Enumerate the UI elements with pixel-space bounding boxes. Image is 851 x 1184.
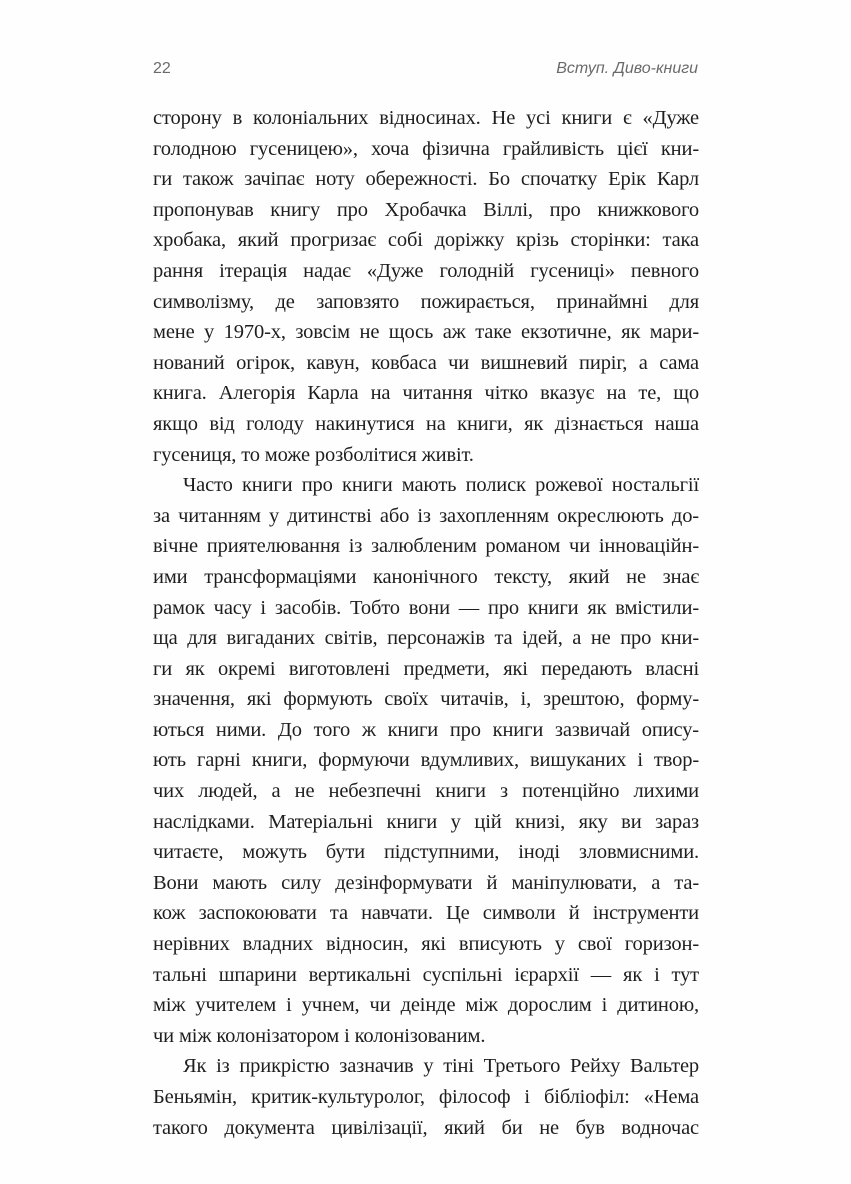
chapter-title: Вступ. Диво-книги bbox=[556, 60, 698, 77]
text-line: рання ітерація надає «Дуже голодній гусениці» певного bbox=[153, 259, 699, 282]
text-line: ють гарні книги, формуючи вдумливих, вишуканих і твор- bbox=[153, 749, 699, 772]
text-line: між учителем і учнем, чи деінде між дорослим і дитиною, bbox=[153, 994, 699, 1017]
text-line: ги як окремі виготовлені предмети, які передають власні bbox=[153, 657, 699, 680]
text-line: ються ними. До того ж книги про книги зазвичай опису- bbox=[153, 718, 699, 741]
text-line: книга. Алегорія Карла на читання чітко вказує на те, що bbox=[153, 382, 699, 405]
text-line: Часто книги про книги мають полиск рожевої ностальгії bbox=[183, 474, 699, 497]
text-line: тальні шпарини вертикальні суспільні ієрархії — як і тут bbox=[153, 963, 699, 986]
text-line: гусениця, то може розболітися живіт. bbox=[153, 443, 474, 466]
running-head bbox=[153, 60, 698, 84]
text-line: за читанням у дитинстві або із захопленням окреслюють до- bbox=[153, 504, 699, 527]
text-line: мене у 1970-х, зовсім не щось аж таке екзотичне, як мари- bbox=[153, 321, 699, 344]
text-line: чи між колонізатором і колонізованим. bbox=[153, 1024, 486, 1047]
text-line: ги також зачіпає ноту обережності. Бо спочатку Ерік Карл bbox=[153, 168, 699, 191]
text-line: нерівних владних відносин, які вписують у свої горизон- bbox=[153, 933, 699, 956]
paragraph-1 bbox=[153, 103, 699, 470]
text-line: пропонував книгу про Хробачка Віллі, про книжкового bbox=[153, 198, 699, 221]
text-line: нований огірок, кавун, ковбаса чи вишневий пиріг, а сама bbox=[153, 351, 699, 374]
text-line: хробака, який прогризає собі доріжку крізь сторінки: така bbox=[153, 229, 699, 252]
paragraph-2 bbox=[153, 470, 699, 1051]
text-line: вічне приятелювання із залюбленим романом чи інноваційн- bbox=[153, 535, 699, 558]
text-line: Як із прикрістю зазначив у тіні Третього Рейху Вальтер bbox=[183, 1055, 699, 1078]
text-line: Вони мають силу дезінформувати й маніпулювати, а та- bbox=[153, 871, 699, 894]
text-line: значення, які формують своїх читачів, і, зрештою, форму- bbox=[153, 688, 699, 711]
paragraph-3 bbox=[153, 1051, 699, 1143]
text-line: ща для вигаданих світів, персонажів та ідей, а не про кни- bbox=[153, 627, 699, 650]
text-line: наслідками. Матеріальні книги у цій книзі, яку ви зараз bbox=[153, 810, 699, 833]
text-line: сторону в колоніальних відносинах. Не усі книги є «Дуже bbox=[153, 107, 699, 129]
page-number: 22 bbox=[153, 60, 171, 77]
text-line: Беньямін, критик-культуролог, філософ і бібліофіл: «Нема bbox=[153, 1086, 699, 1108]
text-line: рамок часу і засобів. Тобто вони — про книги як вмістили- bbox=[153, 596, 699, 619]
text-line: символізму, де заповзято пожирається, принаймні для bbox=[153, 290, 699, 313]
text-line: ими трансформаціями канонічного тексту, який не знає bbox=[153, 565, 699, 588]
text-line: голодною гусеницею», хоча фізична грайливість цієї кни- bbox=[153, 137, 699, 160]
text-line: якщо від голоду накинутися на книги, як дізнається наша bbox=[153, 412, 699, 435]
text-line: кож заспокоювати та навчати. Це символи й інструменти bbox=[153, 902, 699, 925]
text-line: чих людей, а не небезпечні книги з потенційно лихими bbox=[153, 780, 699, 803]
text-line: такого документа цивілізації, який би не був водночас bbox=[153, 1116, 699, 1139]
body-text bbox=[153, 103, 699, 1143]
text-line: читаєте, можуть бути підступними, іноді зловмисними. bbox=[153, 841, 699, 864]
